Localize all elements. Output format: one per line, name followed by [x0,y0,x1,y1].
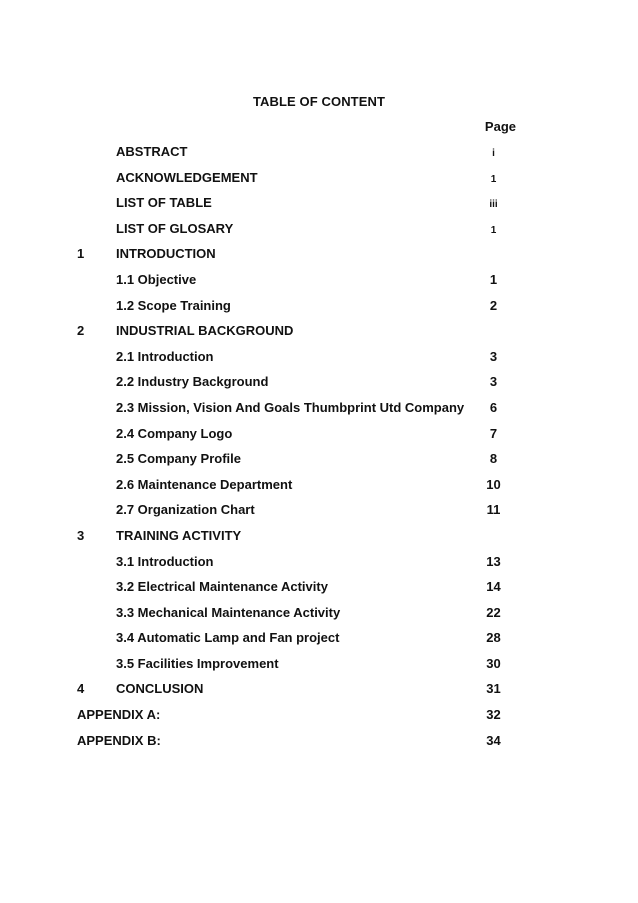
toc-entry [0,554,638,580]
toc-entry [0,681,638,707]
toc-entry [0,707,638,733]
toc-entry [0,374,638,400]
page-column-label: Page [484,119,516,134]
toc-entry-title: 2.1 Introduction [116,348,214,364]
toc-entry-title: 3.2 Electrical Maintenance Activity [116,579,328,595]
toc-entry [0,426,638,452]
toc-entry-title: 2.2 Industry Background [116,374,269,390]
toc-entry [0,656,638,682]
toc-entry-page: 6 [489,399,498,415]
toc-entry-page: 3 [489,374,498,390]
toc-entry-page: 10 [486,476,501,492]
toc-entry-page: 1 [489,271,498,287]
toc-entry-page: 14 [486,579,501,595]
toc-entry-page: 2 [489,297,498,313]
toc-list [0,144,638,758]
toc-entry-page: 8 [489,451,498,467]
toc-entry [0,605,638,631]
toc-entry-title: 2.5 Company Profile [116,451,241,467]
toc-entry [0,298,638,324]
toc-entry-title: CONCLUSION [116,681,204,697]
toc-entry-title: INDUSTRIAL BACKGROUND [116,323,294,339]
toc-entry-title: 2.4 Company Logo [116,425,233,441]
toc-entry-page: 22 [486,604,501,620]
toc-entry-number: 1 [77,246,85,262]
toc-entry-page: 1 [490,173,497,185]
toc-entry [0,528,638,554]
toc-entry [0,400,638,426]
toc-entry-page: 34 [486,732,501,748]
toc-entry [0,451,638,477]
toc-entry [0,630,638,656]
toc-entry-page: 11 [486,502,501,518]
toc-entry-title: 2.3 Mission, Vision And Goals Thumbprint Utd Company [116,399,465,415]
toc-entry [0,170,638,196]
toc-entry-title: APPENDIX A: [77,707,161,723]
toc-entry-title: 3.1 Introduction [116,553,214,569]
toc-entry [0,272,638,298]
toc-entry-number: 2 [77,323,85,339]
toc-entry-title: 2.7 Organization Chart [116,502,255,518]
toc-entry-title: 3.5 Facilities Improvement [116,655,279,671]
toc-entry [0,502,638,528]
toc-entry-title: LIST OF GLOSARY [116,220,234,236]
toc-entry [0,246,638,272]
toc-entry [0,195,638,221]
toc-entry [0,349,638,375]
toc-entry-number: 4 [77,681,85,697]
toc-entry-page: 30 [486,655,501,671]
toc-entry-title: APPENDIX B: [77,732,161,748]
toc-entry-title: ABSTRACT [116,144,188,159]
toc-entry [0,323,638,349]
toc-entry-page: iii [489,199,498,211]
toc-entry-page: i [492,148,495,159]
toc-entry [0,477,638,503]
toc-entry-title: 1.1 Objective [116,271,197,287]
toc-entry-page: 3 [489,348,498,364]
toc-entry-title: TRAINING ACTIVITY [116,527,242,543]
toc-entry-title: 3.3 Mechanical Maintenance Activity [116,604,341,620]
toc-entry-page: 7 [489,425,498,441]
toc-entry-title: ACKNOWLEDGEMENT [116,169,258,185]
toc-entry [0,579,638,605]
toc-entry-title: 1.2 Scope Training [116,297,231,313]
toc-entry [0,221,638,247]
toc-entry-page: 1 [490,224,497,236]
toc-entry-page: 13 [486,553,501,569]
toc-entry-title: 2.6 Maintenance Department [116,476,293,492]
toc-entry-page: 28 [486,630,501,646]
toc-entry [0,733,638,759]
toc-title: TABLE OF CONTENT [252,94,386,109]
toc-entry-title: 3.4 Automatic Lamp and Fan project [116,630,340,646]
toc-entry [0,144,638,170]
toc-entry-number: 3 [77,527,85,543]
toc-entry-page: 31 [486,681,501,697]
toc-entry-title: INTRODUCTION [116,246,216,262]
toc-entry-title: LIST OF TABLE [116,195,212,211]
toc-entry-page: 32 [486,707,501,723]
